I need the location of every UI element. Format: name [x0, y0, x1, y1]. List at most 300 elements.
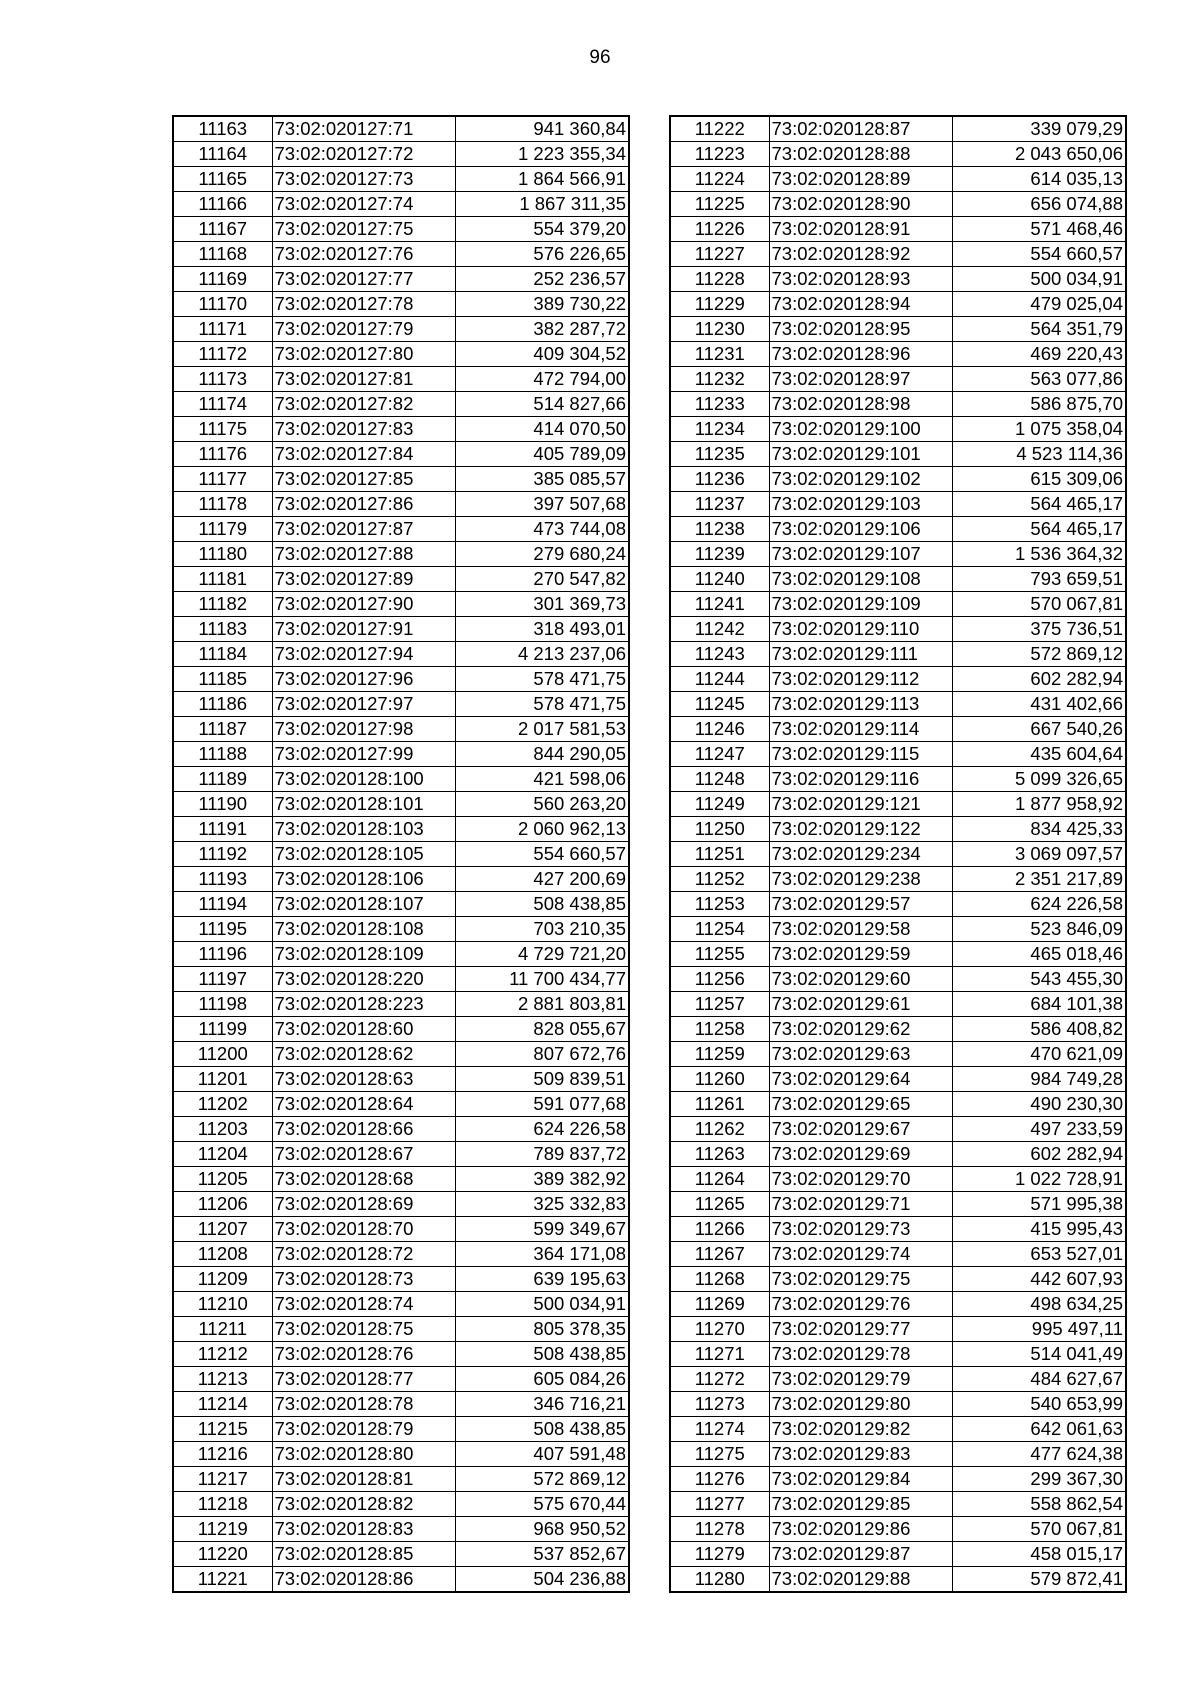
- row-number-cell: 11189: [173, 767, 272, 792]
- table-row: [173, 1242, 629, 1267]
- cadastral-number-cell: 73:02:020127:75: [272, 217, 455, 242]
- row-number-cell: 11235: [670, 442, 769, 467]
- table-row: [173, 867, 629, 892]
- value-cell: 427 200,69: [455, 867, 629, 892]
- row-number-cell: 11262: [670, 1117, 769, 1142]
- value-cell: 564 351,79: [952, 317, 1126, 342]
- cadastral-number-cell: 73:02:020129:106: [769, 517, 952, 542]
- value-cell: 465 018,46: [952, 942, 1126, 967]
- table-row: [670, 1492, 1126, 1517]
- row-number-cell: 11273: [670, 1392, 769, 1417]
- table-row: [173, 1067, 629, 1092]
- row-number-cell: 11232: [670, 367, 769, 392]
- table-row: [173, 642, 629, 667]
- row-number-cell: 11225: [670, 192, 769, 217]
- cadastral-number-cell: 73:02:020127:89: [272, 567, 455, 592]
- value-cell: 575 670,44: [455, 1492, 629, 1517]
- value-cell: 968 950,52: [455, 1517, 629, 1542]
- table-row: [670, 217, 1126, 242]
- row-number-cell: 11238: [670, 517, 769, 542]
- row-number-cell: 11257: [670, 992, 769, 1017]
- table-row: [173, 517, 629, 542]
- row-number-cell: 11173: [173, 367, 272, 392]
- row-number-cell: 11188: [173, 742, 272, 767]
- row-number-cell: 11280: [670, 1567, 769, 1593]
- table-row: [173, 1317, 629, 1342]
- row-number-cell: 11166: [173, 192, 272, 217]
- cadastral-number-cell: 73:02:020129:101: [769, 442, 952, 467]
- table-row: [670, 1267, 1126, 1292]
- row-number-cell: 11214: [173, 1392, 272, 1417]
- cadastral-number-cell: 73:02:020128:101: [272, 792, 455, 817]
- row-number-cell: 11179: [173, 517, 272, 542]
- table-row: [670, 442, 1126, 467]
- cadastral-number-cell: 73:02:020129:63: [769, 1042, 952, 1067]
- cadastral-number-cell: 73:02:020129:77: [769, 1317, 952, 1342]
- value-cell: 477 624,38: [952, 1442, 1126, 1467]
- cadastral-number-cell: 73:02:020129:61: [769, 992, 952, 1017]
- row-number-cell: 11167: [173, 217, 272, 242]
- row-number-cell: 11246: [670, 717, 769, 742]
- row-number-cell: 11259: [670, 1042, 769, 1067]
- value-cell: 1 877 958,92: [952, 792, 1126, 817]
- table-row: [670, 667, 1126, 692]
- value-cell: 564 465,17: [952, 517, 1126, 542]
- value-cell: 639 195,63: [455, 1267, 629, 1292]
- cadastral-number-cell: 73:02:020128:62: [272, 1042, 455, 1067]
- row-number-cell: 11239: [670, 542, 769, 567]
- cadastral-number-cell: 73:02:020127:81: [272, 367, 455, 392]
- cadastral-number-cell: 73:02:020127:82: [272, 392, 455, 417]
- table-row: [670, 1192, 1126, 1217]
- row-number-cell: 11276: [670, 1467, 769, 1492]
- row-number-cell: 11220: [173, 1542, 272, 1567]
- cadastral-number-cell: 73:02:020128:89: [769, 167, 952, 192]
- table-row: [670, 1017, 1126, 1042]
- cadastral-number-cell: 73:02:020129:82: [769, 1417, 952, 1442]
- row-number-cell: 11278: [670, 1517, 769, 1542]
- cadastral-number-cell: 73:02:020128:86: [272, 1567, 455, 1593]
- cadastral-number-cell: 73:02:020127:94: [272, 642, 455, 667]
- cadastral-number-cell: 73:02:020129:234: [769, 842, 952, 867]
- table-row: [670, 967, 1126, 992]
- value-cell: 299 367,30: [952, 1467, 1126, 1492]
- cadastral-number-cell: 73:02:020129:111: [769, 642, 952, 667]
- row-number-cell: 11202: [173, 1092, 272, 1117]
- row-number-cell: 11176: [173, 442, 272, 467]
- table-row: [670, 692, 1126, 717]
- row-number-cell: 11242: [670, 617, 769, 642]
- cadastral-number-cell: 73:02:020129:102: [769, 467, 952, 492]
- value-cell: 270 547,82: [455, 567, 629, 592]
- value-cell: 508 438,85: [455, 1417, 629, 1442]
- table-row: [173, 192, 629, 217]
- value-cell: 995 497,11: [952, 1317, 1126, 1342]
- value-cell: 558 862,54: [952, 1492, 1126, 1517]
- row-number-cell: 11180: [173, 542, 272, 567]
- row-number-cell: 11218: [173, 1492, 272, 1517]
- row-number-cell: 11192: [173, 842, 272, 867]
- cadastral-number-cell: 73:02:020129:83: [769, 1442, 952, 1467]
- row-number-cell: 11229: [670, 292, 769, 317]
- table-row: [670, 1567, 1126, 1593]
- cadastral-number-cell: 73:02:020129:112: [769, 667, 952, 692]
- value-cell: 435 604,64: [952, 742, 1126, 767]
- value-cell: 572 869,12: [952, 642, 1126, 667]
- table-row: [173, 1492, 629, 1517]
- table-row: [173, 292, 629, 317]
- value-cell: 941 360,84: [455, 116, 629, 142]
- table-row: [173, 542, 629, 567]
- cadastral-number-cell: 73:02:020127:98: [272, 717, 455, 742]
- table-row: [670, 1042, 1126, 1067]
- table-row: [173, 317, 629, 342]
- value-cell: 11 700 434,77: [455, 967, 629, 992]
- row-number-cell: 11270: [670, 1317, 769, 1342]
- value-cell: 5 099 326,65: [952, 767, 1126, 792]
- value-cell: 490 230,30: [952, 1092, 1126, 1117]
- table-row: [670, 1217, 1126, 1242]
- cadastral-number-cell: 73:02:020128:100: [272, 767, 455, 792]
- value-cell: 2 017 581,53: [455, 717, 629, 742]
- row-number-cell: 11193: [173, 867, 272, 892]
- value-cell: 385 085,57: [455, 467, 629, 492]
- right-cadastral-table: [669, 115, 1127, 1593]
- cadastral-number-cell: 73:02:020127:96: [272, 667, 455, 692]
- cadastral-number-cell: 73:02:020128:79: [272, 1417, 455, 1442]
- row-number-cell: 11237: [670, 492, 769, 517]
- row-number-cell: 11181: [173, 567, 272, 592]
- value-cell: 382 287,72: [455, 317, 629, 342]
- cadastral-number-cell: 73:02:020127:99: [272, 742, 455, 767]
- row-number-cell: 11178: [173, 492, 272, 517]
- table-row: [173, 717, 629, 742]
- cadastral-number-cell: 73:02:020128:82: [272, 1492, 455, 1517]
- value-cell: 523 846,09: [952, 917, 1126, 942]
- row-number-cell: 11271: [670, 1342, 769, 1367]
- cadastral-number-cell: 73:02:020129:88: [769, 1567, 952, 1593]
- table-row: [173, 842, 629, 867]
- cadastral-number-cell: 73:02:020128:68: [272, 1167, 455, 1192]
- cadastral-number-cell: 73:02:020128:81: [272, 1467, 455, 1492]
- row-number-cell: 11241: [670, 592, 769, 617]
- value-cell: 279 680,24: [455, 542, 629, 567]
- table-row: [670, 492, 1126, 517]
- cadastral-number-cell: 73:02:020127:84: [272, 442, 455, 467]
- value-cell: 375 736,51: [952, 617, 1126, 642]
- value-cell: 472 794,00: [455, 367, 629, 392]
- table-row: [173, 942, 629, 967]
- value-cell: 570 067,81: [952, 592, 1126, 617]
- cadastral-number-cell: 73:02:020128:63: [272, 1067, 455, 1092]
- cadastral-number-cell: 73:02:020128:95: [769, 317, 952, 342]
- cadastral-number-cell: 73:02:020129:70: [769, 1167, 952, 1192]
- row-number-cell: 11195: [173, 917, 272, 942]
- value-cell: 318 493,01: [455, 617, 629, 642]
- table-row: [670, 1442, 1126, 1467]
- table-row: [670, 417, 1126, 442]
- row-number-cell: 11163: [173, 116, 272, 142]
- table-row: [670, 1242, 1126, 1267]
- cadastral-number-cell: 73:02:020127:87: [272, 517, 455, 542]
- table-row: [173, 442, 629, 467]
- row-number-cell: 11186: [173, 692, 272, 717]
- cadastral-number-cell: 73:02:020128:85: [272, 1542, 455, 1567]
- row-number-cell: 11210: [173, 1292, 272, 1317]
- cadastral-number-cell: 73:02:020128:108: [272, 917, 455, 942]
- table-row: [670, 367, 1126, 392]
- value-cell: 2 060 962,13: [455, 817, 629, 842]
- table-row: [173, 217, 629, 242]
- value-cell: 470 621,09: [952, 1042, 1126, 1067]
- value-cell: 1 022 728,91: [952, 1167, 1126, 1192]
- value-cell: 834 425,33: [952, 817, 1126, 842]
- value-cell: 4 523 114,36: [952, 442, 1126, 467]
- cadastral-number-cell: 73:02:020129:64: [769, 1067, 952, 1092]
- value-cell: 615 309,06: [952, 467, 1126, 492]
- row-number-cell: 11233: [670, 392, 769, 417]
- cadastral-number-cell: 73:02:020128:92: [769, 242, 952, 267]
- table-row: [173, 792, 629, 817]
- table-row: [670, 642, 1126, 667]
- row-number-cell: 11211: [173, 1317, 272, 1342]
- table-row: [670, 1167, 1126, 1192]
- row-number-cell: 11182: [173, 592, 272, 617]
- row-number-cell: 11221: [173, 1567, 272, 1593]
- table-row: [670, 917, 1126, 942]
- table-row: [173, 967, 629, 992]
- value-cell: 579 872,41: [952, 1567, 1126, 1593]
- row-number-cell: 11226: [670, 217, 769, 242]
- table-row: [173, 1517, 629, 1542]
- table-row: [173, 1342, 629, 1367]
- cadastral-number-cell: 73:02:020127:72: [272, 142, 455, 167]
- row-number-cell: 11171: [173, 317, 272, 342]
- value-cell: 642 061,63: [952, 1417, 1126, 1442]
- value-cell: 1 075 358,04: [952, 417, 1126, 442]
- row-number-cell: 11234: [670, 417, 769, 442]
- value-cell: 514 041,49: [952, 1342, 1126, 1367]
- value-cell: 624 226,58: [455, 1117, 629, 1142]
- table-row: [173, 116, 629, 142]
- cadastral-number-cell: 73:02:020128:83: [272, 1517, 455, 1542]
- cadastral-number-cell: 73:02:020129:67: [769, 1117, 952, 1142]
- row-number-cell: 11175: [173, 417, 272, 442]
- cadastral-number-cell: 73:02:020129:78: [769, 1342, 952, 1367]
- cadastral-number-cell: 73:02:020128:91: [769, 217, 952, 242]
- row-number-cell: 11194: [173, 892, 272, 917]
- value-cell: 252 236,57: [455, 267, 629, 292]
- table-row: [173, 592, 629, 617]
- cadastral-number-cell: 73:02:020129:122: [769, 817, 952, 842]
- table-row: [670, 192, 1126, 217]
- row-number-cell: 11274: [670, 1417, 769, 1442]
- row-number-cell: 11248: [670, 767, 769, 792]
- page-number: 96: [589, 47, 611, 68]
- cadastral-number-cell: 73:02:020129:59: [769, 942, 952, 967]
- value-cell: 684 101,38: [952, 992, 1126, 1017]
- table-row: [173, 1217, 629, 1242]
- table-row: [173, 417, 629, 442]
- table-row: [173, 1292, 629, 1317]
- table-row: [173, 817, 629, 842]
- table-row: [670, 617, 1126, 642]
- cadastral-number-cell: 73:02:020128:72: [272, 1242, 455, 1267]
- cadastral-number-cell: 73:02:020129:62: [769, 1017, 952, 1042]
- table-row: [173, 692, 629, 717]
- table-row: [173, 1017, 629, 1042]
- value-cell: 2 881 803,81: [455, 992, 629, 1017]
- cadastral-number-cell: 73:02:020127:79: [272, 317, 455, 342]
- value-cell: 793 659,51: [952, 567, 1126, 592]
- value-cell: 572 869,12: [455, 1467, 629, 1492]
- cadastral-number-cell: 73:02:020129:65: [769, 1092, 952, 1117]
- cadastral-number-cell: 73:02:020128:94: [769, 292, 952, 317]
- value-cell: 389 730,22: [455, 292, 629, 317]
- value-cell: 554 379,20: [455, 217, 629, 242]
- table-row: [670, 892, 1126, 917]
- row-number-cell: 11222: [670, 116, 769, 142]
- table-row: [173, 1467, 629, 1492]
- table-row: [670, 1517, 1126, 1542]
- table-row: [173, 667, 629, 692]
- table-row: [670, 542, 1126, 567]
- row-number-cell: 11258: [670, 1017, 769, 1042]
- value-cell: 591 077,68: [455, 1092, 629, 1117]
- table-row: [173, 1392, 629, 1417]
- row-number-cell: 11217: [173, 1467, 272, 1492]
- table-row: [670, 1417, 1126, 1442]
- row-number-cell: 11190: [173, 792, 272, 817]
- row-number-cell: 11249: [670, 792, 769, 817]
- cadastral-number-cell: 73:02:020128:223: [272, 992, 455, 1017]
- cadastral-number-cell: 73:02:020128:96: [769, 342, 952, 367]
- table-row: [173, 1367, 629, 1392]
- row-number-cell: 11165: [173, 167, 272, 192]
- cadastral-number-cell: 73:02:020129:110: [769, 617, 952, 642]
- row-number-cell: 11204: [173, 1142, 272, 1167]
- value-cell: 339 079,29: [952, 116, 1126, 142]
- table-row: [173, 1542, 629, 1567]
- value-cell: 2 351 217,89: [952, 867, 1126, 892]
- row-number-cell: 11216: [173, 1442, 272, 1467]
- table-row: [173, 367, 629, 392]
- value-cell: 508 438,85: [455, 892, 629, 917]
- cadastral-number-cell: 73:02:020129:73: [769, 1217, 952, 1242]
- value-cell: 984 749,28: [952, 1067, 1126, 1092]
- cadastral-number-cell: 73:02:020128:77: [272, 1367, 455, 1392]
- table-row: [173, 1092, 629, 1117]
- value-cell: 554 660,57: [455, 842, 629, 867]
- table-row: [670, 242, 1126, 267]
- row-number-cell: 11198: [173, 992, 272, 1017]
- table-row: [173, 1042, 629, 1067]
- table-row: [670, 167, 1126, 192]
- value-cell: 1 867 311,35: [455, 192, 629, 217]
- cadastral-number-cell: 73:02:020129:85: [769, 1492, 952, 1517]
- value-cell: 325 332,83: [455, 1192, 629, 1217]
- cadastral-number-cell: 73:02:020128:78: [272, 1392, 455, 1417]
- table-row: [173, 567, 629, 592]
- cadastral-number-cell: 73:02:020129:76: [769, 1292, 952, 1317]
- cadastral-number-cell: 73:02:020129:58: [769, 917, 952, 942]
- row-number-cell: 11170: [173, 292, 272, 317]
- table-row: [670, 1392, 1126, 1417]
- value-cell: 599 349,67: [455, 1217, 629, 1242]
- row-number-cell: 11213: [173, 1367, 272, 1392]
- cadastral-number-cell: 73:02:020129:107: [769, 542, 952, 567]
- value-cell: 301 369,73: [455, 592, 629, 617]
- row-number-cell: 11263: [670, 1142, 769, 1167]
- table-row: [173, 892, 629, 917]
- table-row: [173, 917, 629, 942]
- table-row: [173, 1117, 629, 1142]
- row-number-cell: 11200: [173, 1042, 272, 1067]
- table-row: [670, 1542, 1126, 1567]
- value-cell: 473 744,08: [455, 517, 629, 542]
- value-cell: 570 067,81: [952, 1517, 1126, 1542]
- table-row: [173, 1192, 629, 1217]
- row-number-cell: 11268: [670, 1267, 769, 1292]
- row-number-cell: 11224: [670, 167, 769, 192]
- value-cell: 624 226,58: [952, 892, 1126, 917]
- row-number-cell: 11255: [670, 942, 769, 967]
- row-number-cell: 11231: [670, 342, 769, 367]
- cadastral-number-cell: 73:02:020128:64: [272, 1092, 455, 1117]
- value-cell: 1 536 364,32: [952, 542, 1126, 567]
- value-cell: 560 263,20: [455, 792, 629, 817]
- table-row: [173, 342, 629, 367]
- value-cell: 479 025,04: [952, 292, 1126, 317]
- value-cell: 578 471,75: [455, 667, 629, 692]
- row-number-cell: 11256: [670, 967, 769, 992]
- row-number-cell: 11205: [173, 1167, 272, 1192]
- row-number-cell: 11227: [670, 242, 769, 267]
- cadastral-number-cell: 73:02:020128:93: [769, 267, 952, 292]
- value-cell: 586 408,82: [952, 1017, 1126, 1042]
- row-number-cell: 11183: [173, 617, 272, 642]
- cadastral-number-cell: 73:02:020128:73: [272, 1267, 455, 1292]
- value-cell: 554 660,57: [952, 242, 1126, 267]
- value-cell: 504 236,88: [455, 1567, 629, 1593]
- cadastral-number-cell: 73:02:020128:220: [272, 967, 455, 992]
- row-number-cell: 11260: [670, 1067, 769, 1092]
- row-number-cell: 11252: [670, 867, 769, 892]
- cadastral-number-cell: 73:02:020128:103: [272, 817, 455, 842]
- row-number-cell: 11275: [670, 1442, 769, 1467]
- row-number-cell: 11264: [670, 1167, 769, 1192]
- row-number-cell: 11251: [670, 842, 769, 867]
- row-number-cell: 11201: [173, 1067, 272, 1092]
- row-number-cell: 11254: [670, 917, 769, 942]
- cadastral-number-cell: 73:02:020128:107: [272, 892, 455, 917]
- value-cell: 415 995,43: [952, 1217, 1126, 1242]
- table-row: [670, 1342, 1126, 1367]
- cadastral-number-cell: 73:02:020127:97: [272, 692, 455, 717]
- table-row: [670, 742, 1126, 767]
- cadastral-number-cell: 73:02:020129:103: [769, 492, 952, 517]
- row-number-cell: 11196: [173, 942, 272, 967]
- table-row: [173, 992, 629, 1017]
- value-cell: 469 220,43: [952, 342, 1126, 367]
- table-row: [670, 142, 1126, 167]
- table-row: [670, 842, 1126, 867]
- cadastral-number-cell: 73:02:020128:97: [769, 367, 952, 392]
- value-cell: 537 852,67: [455, 1542, 629, 1567]
- value-cell: 431 402,66: [952, 692, 1126, 717]
- row-number-cell: 11266: [670, 1217, 769, 1242]
- table-row: [670, 467, 1126, 492]
